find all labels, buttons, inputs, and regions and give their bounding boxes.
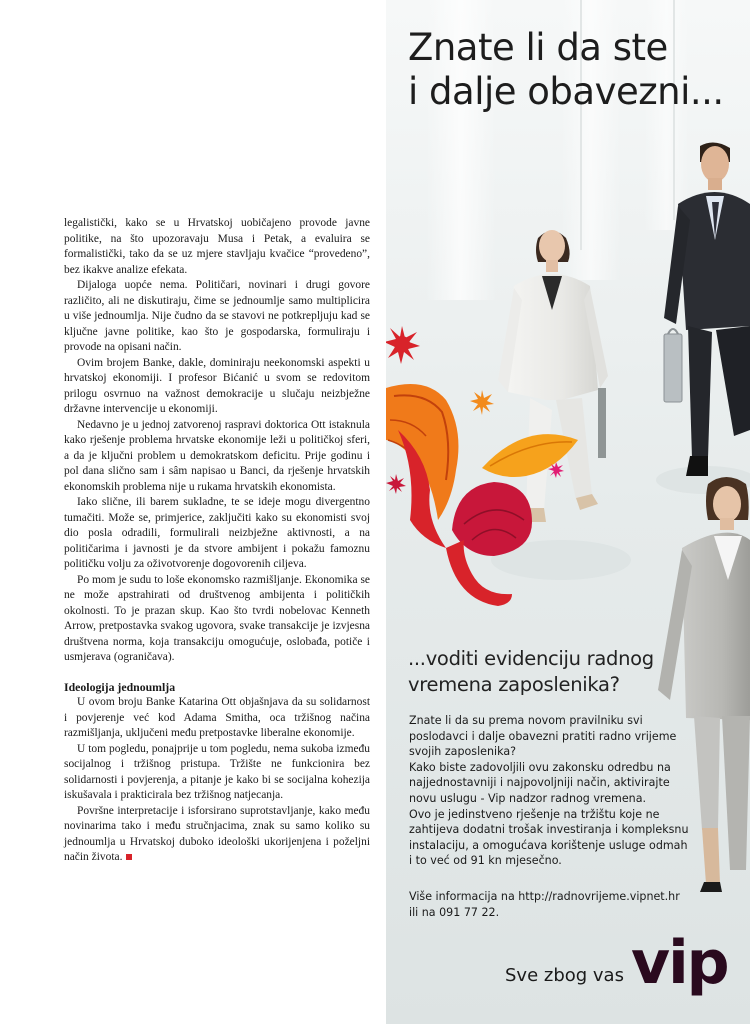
ad-subheadline bbox=[408, 646, 708, 698]
ad-slogan: Sve zbog vas bbox=[505, 965, 624, 986]
ad-subheadline-line: vremena zaposlenika? bbox=[408, 673, 620, 696]
ad-info-line: Više informacija na http://radnovrijeme.vipnet.hr bbox=[409, 890, 680, 903]
ad-body-line: novu uslugu - Vip nadzor radnog vremena. bbox=[409, 791, 647, 805]
ad-illustration bbox=[386, 0, 750, 1024]
ad-body-line: najjednostavniji i najpovoljniji način, aktivirajte bbox=[409, 776, 670, 790]
article-paragraph-last bbox=[64, 804, 370, 866]
ad-body-line: Kako biste zadovoljili ovu zakonsku odredbu na bbox=[409, 760, 671, 774]
ad-body-line: Znate li da su prema novom pravilniku svi bbox=[409, 714, 643, 727]
ad-body-line: zahtijeva dodatni trošak investiranja i kompleksnu bbox=[409, 823, 689, 837]
ad-body-line: svojih zaposlenika? bbox=[409, 745, 517, 759]
article-paragraph: U ovom broju Banke Katarina Ott objašnjava da su solidarnost i povjerenje već kod Adama Smitha, oca tržišnog načina razmišljanja, uključeni među pretpostavke liberalne ekonomije. bbox=[64, 696, 370, 739]
article-paragraph: U tom pogledu, ponajprije u tom pogledu, nema sukoba između socijalnog i tržišnog pristupa. Tržište ne funkcionira bez solidarnosti i povjerenja, a pitanje je kako bi se socijalna kohezija iskušavala i prakticirala bez tržišnog natjecanja. bbox=[64, 742, 370, 801]
article-paragraph: Ovim brojem Banke, dakle, dominiraju neekonomski aspekti u hrvatskoj ekonomiji. I profesor Bićanić u svom se redovitom prilogu osvrnuo na važnost demokracije u slučaju neizbježne državne intervencije u ekonomiji. bbox=[64, 356, 370, 415]
vip-advertisement bbox=[386, 0, 750, 1024]
ad-headline bbox=[408, 26, 738, 114]
ad-subheadline-line: ...voditi evidenciju radnog bbox=[408, 647, 654, 670]
ad-body-line: Ovo je jedinstveno rješenje na tržištu koje ne bbox=[409, 807, 660, 821]
article-column bbox=[64, 216, 370, 866]
ad-headline-line: i dalje obavezni... bbox=[408, 70, 724, 113]
article-subheading: Ideologija jednoumlja bbox=[64, 679, 176, 694]
ad-body-text bbox=[409, 713, 709, 869]
ad-info-line: ili na 091 77 22. bbox=[409, 905, 500, 919]
article-paragraph-text: Površne interpretacije i isforsirano suprotstavljanje, kako među novinarima tako i među stručnjacima, znak su samo koliko su jednoumlja u Hrvatskoj duboko ideološki ukorijenjena i poželjni način života. bbox=[64, 804, 370, 863]
article-paragraph: Po mom je sudu to loše ekonomsko razmišljanje. Ekonomika se ne može apstrahirati od društvenog ambijenta i političkih okolnosti. To je prazan skup. Kao što tvrdi nobelovac Kenneth Arrow, pretpostavka svakog ugovora, svake transakcije je izvjesna društvena norma, koja transakciju omogućuje, oslobađa, potiče i usmjerava (ograničava). bbox=[64, 573, 370, 663]
ad-body-line: poslodavci i dalje obavezni pratiti radno vrijeme bbox=[409, 729, 677, 743]
end-of-article-mark bbox=[126, 854, 132, 860]
article-paragraph: legalistički, kako se u Hrvatskoj uobičajeno provode javne politike, na što upozoravaju Musa i Petak, a evaluira se formalistički, tako da se uz mjere stavljaju kvačice “provedeno”, bez ikakve analize efekata. bbox=[64, 217, 370, 276]
article-paragraph: Nedavno je u jednoj zatvorenoj raspravi doktorica Ott istaknula kako rješenje problema hrvatske ekonomije leži u političkoj sferi, a da je ključni problem u demokratskom deficitu. Prije godinu i pol dana slično sam i sâm napisao u Banci, da rješenje hrvatskih ekonomskih problema nije u rukama hrvatskih ekonomista. bbox=[64, 418, 370, 493]
ad-body-line: instalaciju, a omogućava korištenje usluge odmah bbox=[409, 838, 688, 852]
article-paragraph: Iako slične, ili barem sukladne, te se ideje mogu divergentno tumačiti. Može se, primjerice, zaključiti kako su ekonomisti svoj dio posla odradili, formulirali neizbježne aktivnosti, a na političarima i javnosti je da stvore ambijent i pokažu famoznu političku volju za oživotvorenje dogovorenih ciljeva. bbox=[64, 496, 370, 570]
article-paragraph: Dijaloga uopće nema. Političari, novinari i drugi govore različito, ali ne diskutiraju, čime se jednoumlje samo multiplicira u više jednoumlja. Nije čudno da se stavovi ne potkrepljuju kad se ključne javne politike, kao što je gospodarska, formuliraju i provode na opisani način. bbox=[64, 279, 370, 353]
vip-logo: vip bbox=[631, 928, 728, 998]
ad-headline-line: Znate li da ste bbox=[408, 26, 668, 69]
ad-contact-info bbox=[409, 889, 709, 920]
ad-body-line: i to već od 91 kn mjesečno. bbox=[409, 854, 562, 868]
